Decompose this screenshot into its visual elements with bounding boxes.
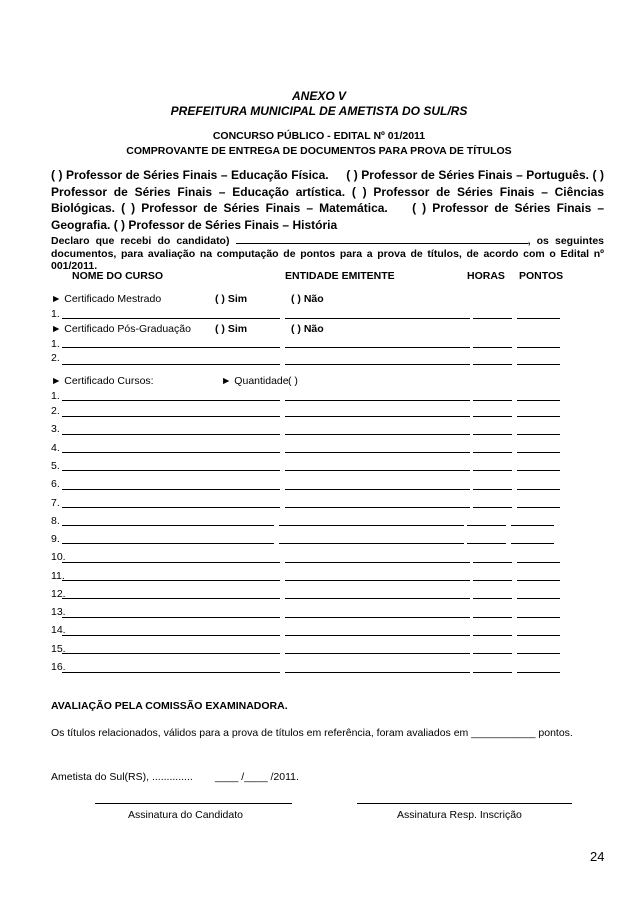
col-hours: HORAS <box>467 270 505 282</box>
course-field[interactable] <box>62 672 280 673</box>
candidate-signature-line[interactable] <box>95 803 292 804</box>
points-field[interactable] <box>517 347 560 348</box>
entity-field[interactable] <box>279 525 464 526</box>
course-field[interactable] <box>62 635 280 636</box>
hours-field[interactable] <box>473 434 512 435</box>
entity-field[interactable] <box>285 672 470 673</box>
points-suffix: pontos. <box>538 727 573 739</box>
hours-field[interactable] <box>473 364 512 365</box>
evaluation-text <box>51 727 573 739</box>
hours-field[interactable] <box>467 543 506 544</box>
entity-field[interactable] <box>285 598 470 599</box>
col-course: NOME DO CURSO <box>72 270 164 282</box>
quantity-label: ► Quantidade <box>221 375 289 387</box>
hours-field[interactable] <box>473 489 512 490</box>
hours-field[interactable] <box>473 635 512 636</box>
points-field[interactable] <box>517 400 560 401</box>
points-field[interactable] <box>517 562 560 563</box>
points-field[interactable] <box>517 598 560 599</box>
course-field[interactable] <box>62 347 280 348</box>
course-field[interactable] <box>62 617 280 618</box>
option-history[interactable]: ( ) Professor de Séries Finais – História <box>113 217 338 232</box>
entity-field[interactable] <box>279 543 464 544</box>
place-label: Ametista do Sul(RS), .............. <box>51 771 193 783</box>
points-field[interactable] <box>517 653 560 654</box>
course-field[interactable] <box>62 318 280 319</box>
entity-field[interactable] <box>285 470 470 471</box>
postgrad-label: ► Certificado Pós-Graduação <box>51 323 191 335</box>
row-number: 13. <box>51 606 66 618</box>
courses-label: ► Certificado Cursos: <box>51 375 154 387</box>
date-field[interactable]: ____ /____ /2011. <box>215 771 299 783</box>
points-field[interactable] <box>517 318 560 319</box>
entity-field[interactable] <box>285 318 470 319</box>
row-number: 7. <box>51 497 60 509</box>
quantity-field[interactable]: ( ) <box>288 375 298 387</box>
position-options <box>51 167 604 233</box>
course-field[interactable] <box>62 470 280 471</box>
hours-field[interactable] <box>473 598 512 599</box>
entity-field[interactable] <box>285 653 470 654</box>
declaration-end: , os seguintes documentos, para avaliação na computação de pontos para a prova de títulos, de acordo com o Edital nº 001/2011. <box>51 235 604 272</box>
points-field[interactable] <box>511 543 554 544</box>
declaration <box>51 233 604 273</box>
hours-field[interactable] <box>473 507 512 508</box>
points-field[interactable] <box>517 489 560 490</box>
entity-field[interactable] <box>285 617 470 618</box>
hours-field[interactable] <box>473 347 512 348</box>
course-field[interactable] <box>62 525 274 526</box>
entity-field[interactable] <box>285 635 470 636</box>
row-number: 1. <box>51 390 60 402</box>
entity-field[interactable] <box>285 562 470 563</box>
col-entity: ENTIDADE EMITENTE <box>285 270 395 282</box>
entity-field[interactable] <box>285 507 470 508</box>
page-number: 24 <box>590 849 605 864</box>
row-number: 8. <box>51 515 60 527</box>
row-number: 14. <box>51 624 66 636</box>
evaluation-title: AVALIAÇÃO PELA COMISSÃO EXAMINADORA. <box>51 700 288 712</box>
row-number: 6. <box>51 478 60 490</box>
option-portuguese[interactable]: ( ) Professor de Séries Finais – Português. <box>346 168 589 182</box>
row-number: 5. <box>51 460 60 472</box>
row-number: 10. <box>51 551 66 563</box>
entity-field[interactable] <box>285 452 470 453</box>
hours-field[interactable] <box>473 416 512 417</box>
hours-field[interactable] <box>473 318 512 319</box>
points-field[interactable] <box>517 434 560 435</box>
row-number: 11. <box>51 570 65 582</box>
course-field[interactable] <box>62 452 280 453</box>
points-field[interactable] <box>517 580 560 581</box>
row-number: 15. <box>51 643 66 655</box>
masters-label: ► Certificado Mestrado <box>51 293 162 305</box>
hours-field[interactable] <box>473 400 512 401</box>
entity-field[interactable] <box>285 580 470 581</box>
option-physical-education[interactable]: ( ) Professor de Séries Finais – Educação Física. <box>51 168 329 182</box>
option-geography[interactable]: ( ) Professor de Séries Finais – Geografia. <box>51 201 604 232</box>
hours-field[interactable] <box>473 617 512 618</box>
points-field[interactable] <box>517 672 560 673</box>
course-field[interactable] <box>62 364 280 365</box>
postgrad-no[interactable]: ( ) Não <box>291 323 324 335</box>
course-field[interactable] <box>62 562 280 563</box>
prefecture-title: PREFEITURA MUNICIPAL DE AMETISTA DO SUL/RS <box>170 104 468 118</box>
entity-field[interactable] <box>285 400 470 401</box>
hours-field[interactable] <box>473 452 512 453</box>
contest-title: CONCURSO PÚBLICO - EDITAL Nº 01/2011 <box>212 130 426 142</box>
masters-no[interactable]: ( ) Não <box>291 293 324 305</box>
candidate-name-field[interactable] <box>236 233 528 244</box>
points-field[interactable] <box>517 416 560 417</box>
course-field[interactable] <box>62 434 280 435</box>
course-field[interactable] <box>62 598 280 599</box>
entity-field[interactable] <box>285 489 470 490</box>
row-number: 3. <box>51 423 60 435</box>
col-points: PONTOS <box>519 270 564 282</box>
points-field[interactable]: ___________ <box>471 727 536 739</box>
points-field[interactable] <box>517 635 560 636</box>
row-number: 4. <box>51 442 60 454</box>
entity-field[interactable] <box>285 347 470 348</box>
points-field[interactable] <box>517 507 560 508</box>
candidate-signature-label: Assinatura do Candidato <box>128 809 243 821</box>
row-number: 16. <box>51 661 66 673</box>
points-field[interactable] <box>517 470 560 471</box>
hours-field[interactable] <box>473 672 512 673</box>
receipt-title: COMPROVANTE DE ENTREGA DE DOCUMENTOS PARA PROVA DE TÍTULOS <box>126 145 512 157</box>
course-field[interactable] <box>62 653 280 654</box>
course-field[interactable] <box>62 580 280 581</box>
row-number: 9. <box>51 533 60 545</box>
postgrad-yes[interactable]: ( ) Sim <box>215 323 248 335</box>
points-field[interactable] <box>517 617 560 618</box>
entity-field[interactable] <box>285 434 470 435</box>
course-field[interactable] <box>62 489 280 490</box>
entity-field[interactable] <box>285 416 470 417</box>
row-number: 2. <box>51 352 60 364</box>
course-field[interactable] <box>62 416 280 417</box>
row-number: 1. <box>51 338 60 350</box>
row-number: 12. <box>51 588 66 600</box>
hours-field[interactable] <box>473 470 512 471</box>
option-arts[interactable]: ( ) Professor de Séries Finais – Educação artística. <box>51 168 604 199</box>
registrar-signature-line[interactable] <box>357 803 572 804</box>
hours-field[interactable] <box>473 562 512 563</box>
hours-field[interactable] <box>473 580 512 581</box>
course-field[interactable] <box>62 543 274 544</box>
course-field[interactable] <box>62 507 280 508</box>
points-field[interactable] <box>511 525 554 526</box>
entity-field[interactable] <box>285 364 470 365</box>
hours-field[interactable] <box>473 653 512 654</box>
course-field[interactable] <box>62 400 280 401</box>
evaluation-sentence: Os títulos relacionados, válidos para a prova de títulos em referência, foram avaliados em <box>51 727 469 739</box>
option-math[interactable]: ( ) Professor de Séries Finais – Matemática. <box>121 201 388 215</box>
points-field[interactable] <box>517 452 560 453</box>
hours-field[interactable] <box>467 525 506 526</box>
row-number: 2. <box>51 405 60 417</box>
masters-yes[interactable]: ( ) Sim <box>215 293 248 305</box>
row-number: 1. <box>51 308 60 320</box>
registrar-signature-label: Assinatura Resp. Inscrição <box>397 809 522 821</box>
option-biology[interactable]: ( ) Professor de Séries Finais – Ciências Biológicas. <box>51 184 605 215</box>
annex-title: ANEXO V <box>291 89 346 103</box>
declaration-start: Declaro que recebi do candidato) <box>51 235 230 247</box>
points-field[interactable] <box>517 364 560 365</box>
